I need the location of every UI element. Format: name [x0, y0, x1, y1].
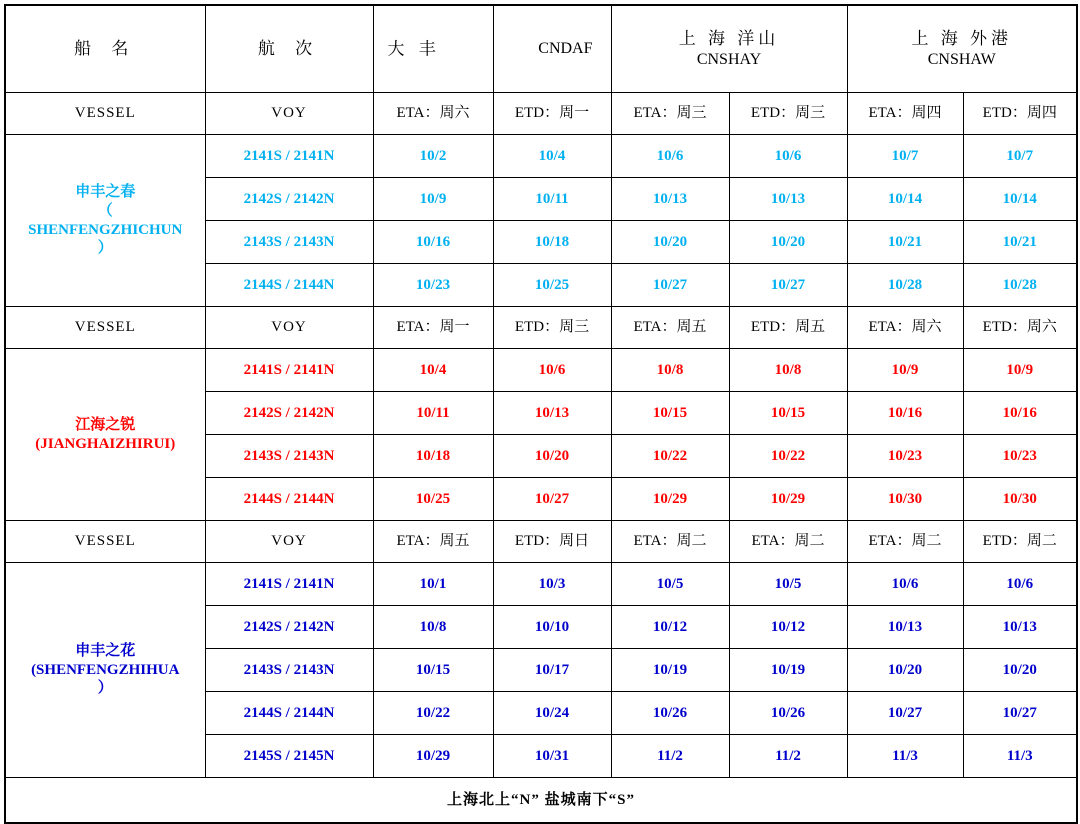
date-cell: 10/6 [963, 563, 1077, 606]
date-cell: 10/1 [373, 563, 493, 606]
date-cell: 10/23 [847, 435, 963, 478]
date-cell: 10/15 [373, 649, 493, 692]
voy-cell: 2141S / 2141N [205, 563, 373, 606]
voy-cell: 2144S / 2144N [205, 264, 373, 307]
date-cell: 10/22 [611, 435, 729, 478]
vessel-name-paren-close: ） [97, 240, 113, 257]
date-cell: 10/13 [963, 606, 1077, 649]
date-cell: 10/29 [611, 478, 729, 521]
date-cell: 10/30 [963, 478, 1077, 521]
vessel-name-paren-open: （ [97, 202, 113, 219]
date-cell: 10/13 [847, 606, 963, 649]
header-voy-label: 航 次 [257, 39, 321, 59]
subheader-day-dafeng-eta: ETA：周五 [373, 521, 493, 563]
subheader-day-dafeng-eta: ETA：周六 [373, 93, 493, 135]
date-cell: 10/2 [373, 135, 493, 178]
subheader-day-yangshan-eta: ETA：周三 [611, 93, 729, 135]
subheader-vessel-label: VESSEL [5, 521, 205, 563]
date-cell: 10/16 [373, 221, 493, 264]
date-cell: 10/29 [373, 735, 493, 778]
date-cell: 10/20 [963, 649, 1077, 692]
group-subheader-row [5, 307, 1077, 349]
date-cell: 10/30 [847, 478, 963, 521]
date-cell: 10/20 [847, 649, 963, 692]
table-header-row [5, 5, 1077, 93]
header-voy [205, 5, 373, 93]
date-cell: 10/3 [493, 563, 611, 606]
date-cell: 10/18 [373, 435, 493, 478]
header-vessel-name [5, 5, 205, 93]
vessel-name-cell [5, 349, 205, 521]
subheader-day-dafeng-eta: ETA：周一 [373, 307, 493, 349]
header-port-dafeng [373, 5, 493, 93]
table-row [5, 135, 1077, 178]
date-cell: 10/15 [611, 392, 729, 435]
date-cell: 10/26 [729, 692, 847, 735]
date-cell: 10/16 [847, 392, 963, 435]
date-cell: 10/22 [373, 692, 493, 735]
date-cell: 10/11 [493, 178, 611, 221]
date-cell: 10/8 [373, 606, 493, 649]
vessel-schedule-table [4, 4, 1078, 824]
subheader-day-dafeng-etd: ETD：周一 [493, 93, 611, 135]
date-cell: 10/7 [963, 135, 1077, 178]
voy-cell: 2144S / 2144N [205, 478, 373, 521]
date-cell: 10/9 [963, 349, 1077, 392]
voy-cell: 2142S / 2142N [205, 606, 373, 649]
date-cell: 11/2 [611, 735, 729, 778]
date-cell: 10/19 [611, 649, 729, 692]
group-subheader-row [5, 93, 1077, 135]
header-port-dafeng-en: CNDAF [538, 40, 593, 57]
voy-cell: 2143S / 2143N [205, 649, 373, 692]
voy-cell: 2144S / 2144N [205, 692, 373, 735]
date-cell: 10/29 [729, 478, 847, 521]
subheader-day-waigang-etd: ETD：周二 [963, 521, 1077, 563]
vessel-name-en: (JIANGHAIZHIRUI) [35, 435, 176, 452]
date-cell: 11/3 [847, 735, 963, 778]
voy-cell: 2141S / 2141N [205, 349, 373, 392]
header-port-dafeng-code [493, 5, 611, 93]
vessel-name-en: SHENFENGZHICHUN [28, 221, 183, 238]
header-port-waigang-cn: 上 海 外港 [911, 29, 1012, 49]
date-cell: 10/13 [493, 392, 611, 435]
date-cell: 10/6 [611, 135, 729, 178]
subheader-day-waigang-eta: ETA：周六 [847, 307, 963, 349]
date-cell: 10/31 [493, 735, 611, 778]
subheader-voy-label: VOY [205, 521, 373, 563]
subheader-voy-label: VOY [205, 307, 373, 349]
date-cell: 10/14 [847, 178, 963, 221]
header-port-dafeng-cn: 大 丰 [387, 39, 441, 59]
subheader-day-waigang-eta: ETA：周四 [847, 93, 963, 135]
date-cell: 10/27 [611, 264, 729, 307]
date-cell: 10/24 [493, 692, 611, 735]
date-cell: 10/14 [963, 178, 1077, 221]
date-cell: 10/8 [729, 349, 847, 392]
vessel-name-cn: 申丰之春 [75, 184, 136, 200]
date-cell: 10/17 [493, 649, 611, 692]
subheader-day-dafeng-etd: ETD：周日 [493, 521, 611, 563]
date-cell: 10/20 [729, 221, 847, 264]
date-cell: 10/15 [729, 392, 847, 435]
voy-cell: 2143S / 2143N [205, 221, 373, 264]
date-cell: 10/25 [493, 264, 611, 307]
vessel-name-cn: 江海之锐 [75, 416, 136, 433]
subheader-day-yangshan-etd: ETD：周五 [729, 307, 847, 349]
date-cell: 10/25 [373, 478, 493, 521]
date-cell: 10/28 [847, 264, 963, 307]
date-cell: 10/16 [963, 392, 1077, 435]
table-row [5, 349, 1077, 392]
date-cell: 10/13 [611, 178, 729, 221]
date-cell: 10/22 [729, 435, 847, 478]
date-cell: 10/13 [729, 178, 847, 221]
date-cell: 10/28 [963, 264, 1077, 307]
date-cell: 10/9 [847, 349, 963, 392]
date-cell: 10/21 [963, 221, 1077, 264]
subheader-day-waigang-etd: ETD：周四 [963, 93, 1077, 135]
date-cell: 10/20 [493, 435, 611, 478]
date-cell: 10/11 [373, 392, 493, 435]
date-cell: 10/6 [493, 349, 611, 392]
subheader-voy-label: VOY [205, 93, 373, 135]
date-cell: 10/19 [729, 649, 847, 692]
voy-cell: 2143S / 2143N [205, 435, 373, 478]
date-cell: 10/21 [847, 221, 963, 264]
subheader-day-yangshan-eta: ETA：周五 [611, 307, 729, 349]
vessel-name-paren-close: ） [97, 680, 113, 697]
voy-cell: 2141S / 2141N [205, 135, 373, 178]
date-cell: 10/20 [611, 221, 729, 264]
date-cell: 10/12 [611, 606, 729, 649]
date-cell: 10/8 [611, 349, 729, 392]
date-cell: 10/27 [493, 478, 611, 521]
header-port-waigang [847, 5, 1077, 93]
date-cell: 10/10 [493, 606, 611, 649]
voy-cell: 2142S / 2142N [205, 178, 373, 221]
date-cell: 10/6 [729, 135, 847, 178]
date-cell: 10/27 [963, 692, 1077, 735]
header-port-yangshan-en: CNSHAY [696, 50, 762, 68]
date-cell: 10/5 [729, 563, 847, 606]
group-subheader-row [5, 521, 1077, 563]
header-vessel-name-label: 船 名 [74, 39, 137, 59]
subheader-day-waigang-etd: ETD：周六 [963, 307, 1077, 349]
subheader-day-yangshan-eta: ETA：周二 [611, 521, 729, 563]
table-row [5, 563, 1077, 606]
vessel-name-cell [5, 135, 205, 307]
date-cell: 10/4 [493, 135, 611, 178]
date-cell: 10/7 [847, 135, 963, 178]
header-port-yangshan [611, 5, 847, 93]
date-cell: 11/3 [963, 735, 1077, 778]
vessel-name-cn: 申丰之花 [75, 642, 136, 659]
vessel-name-en: (SHENFENGZHIHUA [31, 661, 180, 678]
subheader-day-dafeng-etd: ETD：周三 [493, 307, 611, 349]
date-cell: 10/4 [373, 349, 493, 392]
subheader-day-waigang-eta: ETA：周二 [847, 521, 963, 563]
voy-cell: 2145S / 2145N [205, 735, 373, 778]
subheader-vessel-label: VESSEL [5, 307, 205, 349]
date-cell: 10/9 [373, 178, 493, 221]
voy-cell: 2142S / 2142N [205, 392, 373, 435]
date-cell: 10/6 [847, 563, 963, 606]
date-cell: 10/27 [847, 692, 963, 735]
date-cell: 10/23 [373, 264, 493, 307]
date-cell: 11/2 [729, 735, 847, 778]
footer-note-row [5, 778, 1077, 824]
vessel-name-cell [5, 563, 205, 778]
subheader-day-yangshan-etd: ETD：周三 [729, 93, 847, 135]
subheader-vessel-label: VESSEL [5, 93, 205, 135]
date-cell: 10/12 [729, 606, 847, 649]
subheader-day-yangshan-etd: ETA：周二 [729, 521, 847, 563]
header-port-yangshan-cn: 上 海 洋山 [678, 29, 780, 49]
date-cell: 10/26 [611, 692, 729, 735]
date-cell: 10/18 [493, 221, 611, 264]
footer-note: 上海北上“N” 盐城南下“S” [5, 778, 1077, 824]
date-cell: 10/23 [963, 435, 1077, 478]
date-cell: 10/27 [729, 264, 847, 307]
date-cell: 10/5 [611, 563, 729, 606]
header-port-waigang-en: CNSHAW [927, 50, 996, 68]
